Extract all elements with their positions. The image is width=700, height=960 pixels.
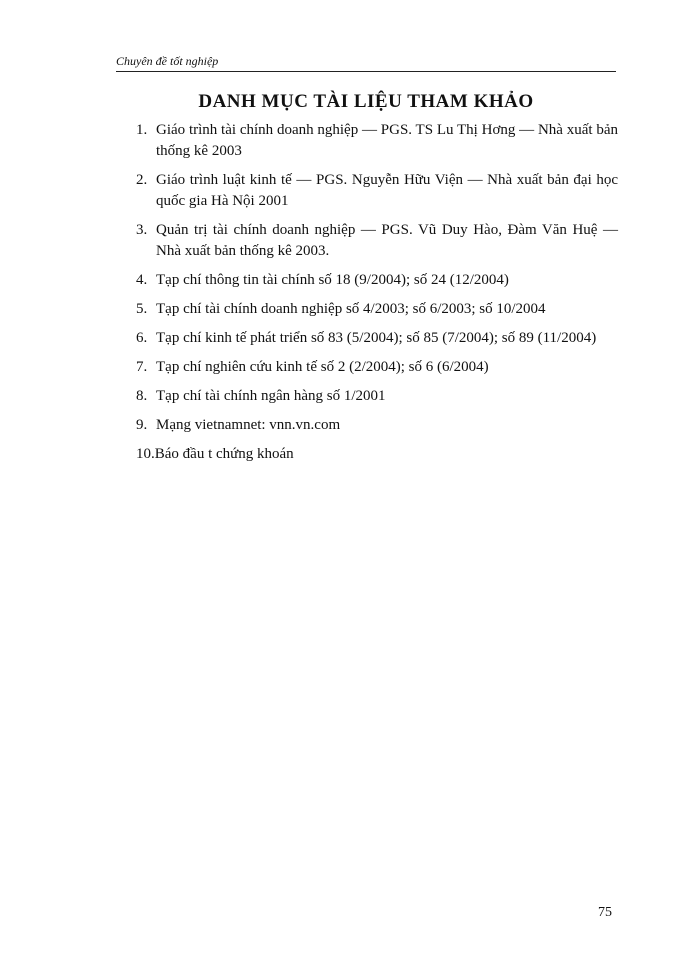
reference-text: Quản trị tài chính doanh nghiệp — PGS. Vũ Duy Hào, Đàm Văn Huệ — Nhà xuất bản thống kê 2003. xyxy=(156,222,618,259)
reference-text: Tạp chí tài chính doanh nghiệp số 4/2003; số 6/2003; số 10/2004 xyxy=(156,301,546,317)
reference-item xyxy=(136,415,618,436)
reference-number: 9. xyxy=(136,417,148,433)
reference-item xyxy=(136,170,618,212)
reference-number: 3. xyxy=(136,222,148,238)
running-header-title: Chuyên đề tốt nghiệp xyxy=(116,54,219,68)
reference-text: Báo đầu t chứng khoán xyxy=(154,446,294,462)
reference-text: Tạp chí nghiên cứu kinh tế số 2 (2/2004); số 6 (6/2004) xyxy=(156,359,489,375)
reference-number: 8. xyxy=(136,388,148,404)
reference-item xyxy=(136,386,618,407)
reference-number: 10. xyxy=(136,446,155,462)
reference-text: Giáo trình tài chính doanh nghiệp — PGS. TS Lu Thị Hơng — Nhà xuất bản thống kê 2003 xyxy=(156,122,618,159)
reference-item xyxy=(136,328,618,349)
reference-item xyxy=(136,299,618,320)
reference-text: Tạp chí thông tin tài chính số 18 (9/2004); số 24 (12/2004) xyxy=(156,272,509,288)
reference-number: 1. xyxy=(136,122,148,138)
reference-item xyxy=(136,357,618,378)
reference-number: 7. xyxy=(136,359,148,375)
reference-number: 4. xyxy=(136,272,148,288)
reference-number: 6. xyxy=(136,330,148,346)
page-title: DANH MỤC TÀI LIỆU THAM KHẢO xyxy=(198,91,534,112)
reference-number: 5. xyxy=(136,301,148,317)
reference-item xyxy=(136,444,618,465)
reference-list xyxy=(136,120,618,473)
reference-text: Tạp chí kinh tế phát triển số 83 (5/2004); số 85 (7/2004); số 89 (11/2004) xyxy=(156,330,597,346)
reference-item xyxy=(136,270,618,291)
reference-text: Giáo trình luật kinh tế — PGS. Nguyễn Hữu Viện — Nhà xuất bản đại học quốc gia Hà Nội 2001 xyxy=(156,172,618,209)
reference-item xyxy=(136,220,618,262)
reference-text: Tạp chí tài chính ngân hàng số 1/2001 xyxy=(156,388,386,404)
reference-item xyxy=(136,120,618,162)
reference-number: 2. xyxy=(136,172,148,188)
reference-text: Mạng vietnamnet: vnn.vn.com xyxy=(156,417,341,433)
running-header xyxy=(116,54,616,72)
page-number: 75 xyxy=(598,905,612,920)
